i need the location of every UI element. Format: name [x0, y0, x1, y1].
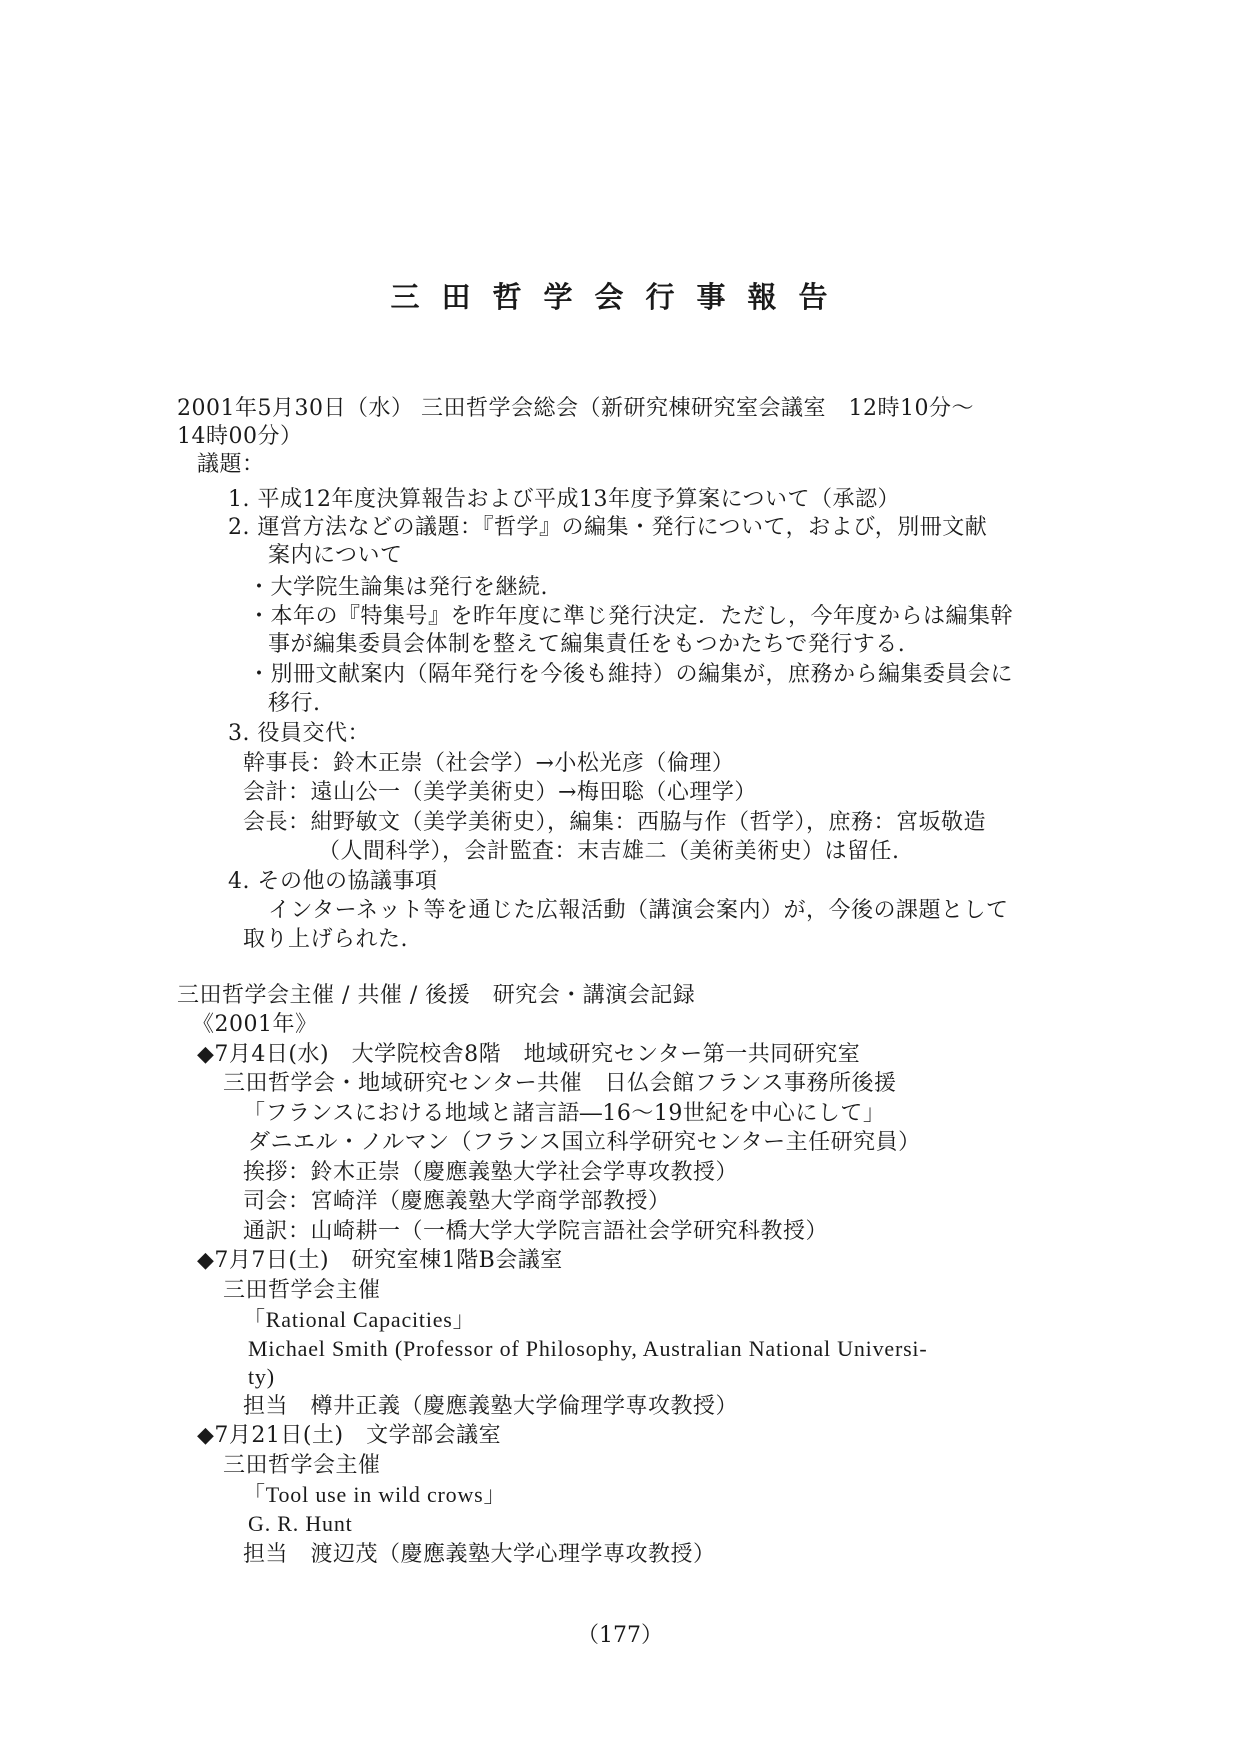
- event-1-chair: 司会：宮崎洋（慶應義塾大学商学部教授）: [243, 1189, 671, 1214]
- agenda-item-4-text-cont: 取り上げられた.: [243, 927, 408, 952]
- bullet-2-cont: 事が編集委員会体制を整えて編集責任をもつかたちで発行する.: [268, 632, 906, 657]
- event-1-greeting: 挨拶：鈴木正崇（慶應義塾大学社会学専攻教授）: [243, 1160, 739, 1185]
- bullet-3: ・別冊文献案内（隔年発行を今後も維持）の編集が，庶務から編集委員会に: [248, 662, 1014, 687]
- event-1-organizer: 三田哲学会・地域研究センター共催 日仏会館フランス事務所後援: [223, 1071, 897, 1096]
- event-1-title: 「フランスにおける地域と諸言語―16～19世紀を中心にして」: [243, 1101, 886, 1126]
- event-2-title: 「Rational Capacities」: [243, 1307, 476, 1332]
- events-heading: 三田哲学会主催 / 共催 / 後援 研究会・講演会記録: [177, 983, 696, 1008]
- event-3-speaker: G. R. Hunt: [248, 1511, 353, 1536]
- agenda-label: 議題：: [197, 452, 265, 477]
- bullet-2: ・本年の『特集号』を昨年度に準じ発行決定．ただし，今年度からは編集幹: [248, 604, 1014, 629]
- meeting-header-cont: 14時00分）: [177, 424, 303, 449]
- bullet-1: ・大学院生論集は発行を継続.: [248, 575, 548, 600]
- event-3-date: ◆7月21日(土) 文学部会議室: [197, 1423, 502, 1448]
- agenda-item-4: 4. その他の協議事項: [228, 869, 438, 894]
- officer-change-3-cont: （人間科学），会計監査：末吉雄二（美術美術史）は留任.: [318, 839, 900, 864]
- meeting-header: 2001年5月30日（水） 三田哲学会総会（新研究棟研究室会議室 12時10分～: [177, 396, 974, 421]
- event-2-speaker: Michael Smith (Professor of Philosophy, Australian National Universi-: [248, 1336, 928, 1361]
- event-3-title: 「Tool use in wild crows」: [243, 1482, 507, 1507]
- event-3-organizer: 三田哲学会主催: [223, 1453, 381, 1478]
- event-3-in-charge: 担当 渡辺茂（慶應義塾大学心理学専攻教授）: [243, 1542, 716, 1567]
- event-1-interpreter: 通訳：山崎耕一（一橋大学大学院言語社会学研究科教授）: [243, 1219, 829, 1244]
- officer-change-2: 会計：遠山公一（美学美術史）→梅田聡（心理学）: [243, 780, 757, 805]
- officer-change-1: 幹事長：鈴木正崇（社会学）→小松光彦（倫理）: [243, 751, 735, 776]
- event-2-in-charge: 担当 樽井正義（慶應義塾大学倫理学専攻教授）: [243, 1394, 739, 1419]
- event-1-speaker: ダニエル・ノルマン（フランス国立科学研究センター主任研究員）: [248, 1130, 921, 1155]
- agenda-item-2: 2. 運営方法などの議題：『哲学』の編集・発行について，および，別冊文献: [228, 515, 988, 540]
- agenda-item-1: 1. 平成12年度決算報告および平成13年度予算案について（承認）: [228, 487, 901, 512]
- event-1-date: ◆7月4日(水) 大学院校舎8階 地域研究センター第一共同研究室: [197, 1042, 861, 1067]
- event-2-organizer: 三田哲学会主催: [223, 1278, 381, 1303]
- agenda-item-3: 3. 役員交代：: [228, 721, 370, 746]
- page-title: 三田哲学会行事報告: [390, 280, 850, 314]
- bullet-3-cont: 移行.: [268, 691, 321, 716]
- agenda-item-2-cont: 案内について: [268, 543, 403, 568]
- events-year: 《2001年》: [192, 1012, 318, 1037]
- event-2-date: ◆7月7日(土) 研究室棟1階B会議室: [197, 1248, 563, 1273]
- agenda-item-4-text: インターネット等を通じた広報活動（講演会案内）が，今後の課題として: [268, 898, 1009, 923]
- page-number: （177）: [577, 1623, 663, 1648]
- officer-change-3: 会長：紺野敏文（美学美術史），編集：西脇与作（哲学），庶務：宮坂敬造: [243, 810, 987, 835]
- event-2-speaker-cont: ty): [248, 1364, 275, 1389]
